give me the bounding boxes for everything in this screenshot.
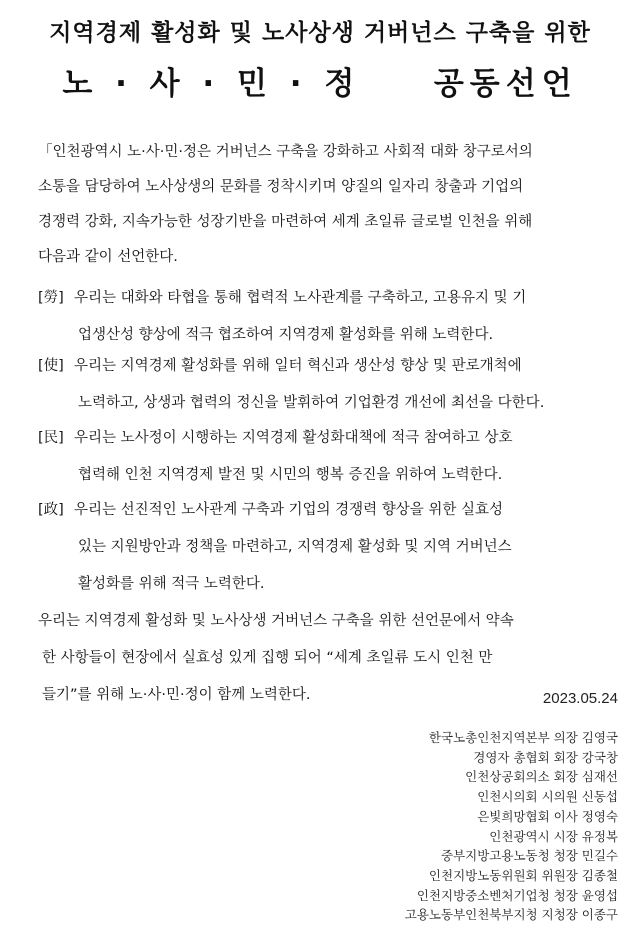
signatory-list bbox=[405, 728, 618, 925]
subtitle-char: 노 bbox=[62, 66, 99, 102]
pledge-text: 우리는 지역경제 활성화를 위해 일터 혁신과 생산성 향상 및 판로개척에 bbox=[74, 358, 522, 374]
pledge-civil bbox=[38, 420, 610, 494]
subtitle-char: 정 bbox=[324, 66, 361, 102]
intro-paragraph bbox=[38, 135, 610, 275]
subtitle-dot: · bbox=[115, 66, 133, 102]
document-subtitle bbox=[0, 58, 640, 103]
signatory: 중부지방고용노동청 청장 민길수 bbox=[441, 848, 618, 864]
pledge-tag: [使] bbox=[38, 358, 64, 374]
intro-line: 「인천광역시 노·사·민·정은 거버넌스 구축을 강화하고 사회적 대화 창구로서의 bbox=[38, 144, 533, 160]
intro-line: 다음과 같이 선언한다. bbox=[38, 249, 178, 265]
signatory: 한국노총인천지역본부 의장 김영국 bbox=[428, 730, 618, 745]
signatory: 인천상공회의소 회장 심재선 bbox=[465, 769, 618, 785]
pledge-labor bbox=[38, 280, 610, 354]
pledge-text: 우리는 선진적인 노사관계 구축과 기업의 경쟁력 향상을 위한 실효성 bbox=[74, 502, 504, 518]
pledge-text: 있는 지원방안과 정책을 마련하고, 지역경제 활성화 및 지역 거버넌스 bbox=[78, 539, 512, 555]
pledge-text: 우리는 노사정이 시행하는 지역경제 활성화대책에 적극 참여하고 상호 bbox=[74, 430, 513, 446]
signatory: 고용노동부인천북부지청 지청장 이종구 bbox=[404, 907, 618, 923]
intro-line: 소통을 담당하여 노사상생의 문화를 정착시키며 양질의 일자리 창출과 기업의 bbox=[38, 179, 524, 195]
subtitle-char: 사 bbox=[149, 66, 186, 102]
closing-line: 한 사항들이 현장에서 실효성 있게 집행 되어 “세계 초일류 도시 인천 만 bbox=[42, 650, 493, 666]
closing-paragraph bbox=[38, 603, 610, 714]
signatory: 인천시의회 시의원 신동섭 bbox=[477, 789, 618, 805]
signatory: 은빛희망협회 이사 정영숙 bbox=[477, 808, 618, 824]
signatory: 인천지방노동위원회 위원장 김종철 bbox=[428, 867, 618, 883]
closing-line: 우리는 지역경제 활성화 및 노사상생 거버넌스 구축을 위한 선언문에서 약속 bbox=[38, 613, 514, 629]
closing-line: 들기”를 위해 노·사·민·정이 함께 노력한다. bbox=[42, 687, 311, 703]
subtitle-tail: 공동선언 bbox=[433, 66, 578, 102]
pledge-text: 협력해 인천 지역경제 발전 및 시민의 행복 증진을 위하여 노력한다. bbox=[78, 467, 503, 483]
pledge-tag: [勞] bbox=[38, 290, 64, 306]
signatory: 인천지방중소벤처기업청 청장 윤영섭 bbox=[416, 887, 618, 903]
declaration-date: 2023.05.24 bbox=[542, 690, 618, 707]
signatory: 인천광역시 시장 유정복 bbox=[489, 828, 618, 844]
signatory: 경영자 총협회 회장 강국창 bbox=[473, 749, 618, 765]
intro-line: 경쟁력 강화, 지속가능한 성장기반을 마련하여 세계 초일류 글로벌 인천을 위해 bbox=[38, 214, 533, 230]
subtitle-dot: · bbox=[289, 66, 308, 102]
pledge-management bbox=[38, 348, 610, 422]
subtitle-dot: · bbox=[202, 66, 221, 102]
pledge-text: 업생산성 향상에 적극 협조하여 지역경제 활성화를 위해 노력한다. bbox=[78, 327, 494, 343]
pledge-text: 활성화를 위해 적극 노력한다. bbox=[78, 576, 265, 592]
pledge-text: 우리는 대화와 타협을 통해 협력적 노사관계를 구축하고, 고용유지 및 기 bbox=[74, 290, 527, 306]
pledge-tag: [政] bbox=[38, 502, 64, 518]
document-title: 지역경제 활성화 및 노사상생 거버넌스 구축을 위한 bbox=[49, 20, 591, 46]
pledge-tag: [民] bbox=[38, 430, 64, 446]
pledge-text: 노력하고, 상생과 협력의 정신을 발휘하여 기업환경 개선에 최선을 다한다. bbox=[78, 395, 545, 411]
subtitle-char: 민 bbox=[236, 66, 273, 102]
pledge-government bbox=[38, 492, 610, 603]
